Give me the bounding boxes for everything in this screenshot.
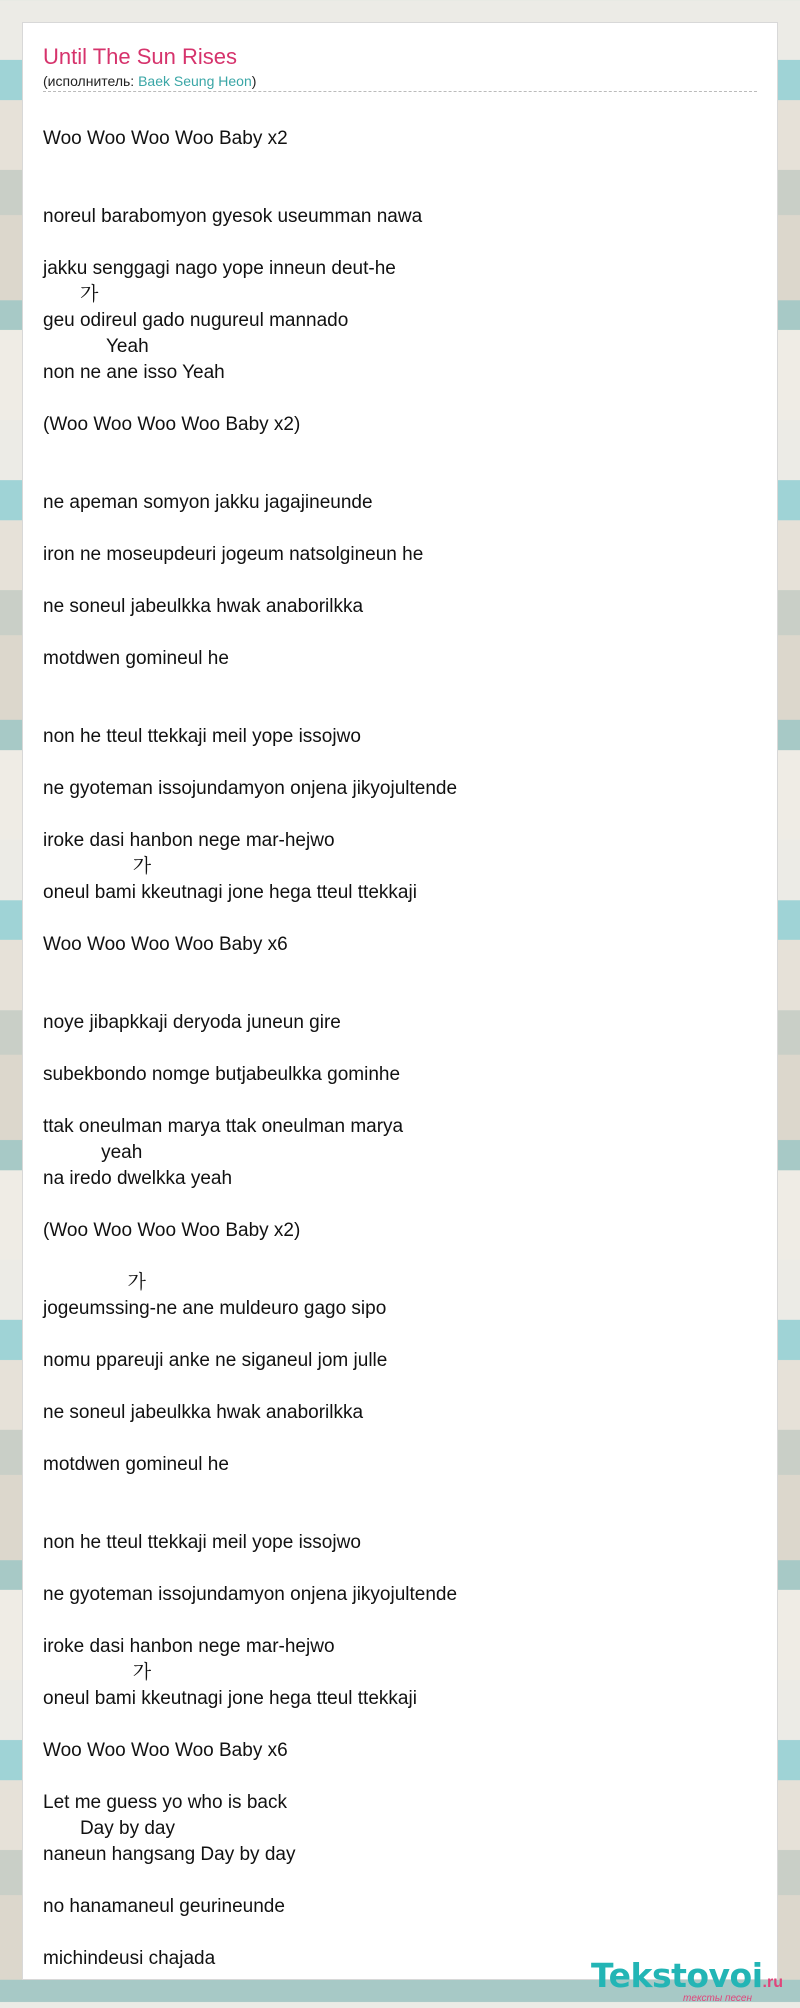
lyric-line: (Woo Woo Woo Woo Baby x2) xyxy=(43,414,301,435)
lyric-line: ttak oneulman marya ttak oneulman marya xyxy=(43,1116,404,1137)
lyric-line xyxy=(43,1036,757,1062)
logo-tagline: тексты песен xyxy=(683,1993,752,2004)
lyric-line: ne soneul jabeulkka hwak anaborilkka xyxy=(43,1402,364,1423)
lyric-line: oneul bami kkeutnagi jone hega tteul ttekkaji xyxy=(43,1688,417,1709)
lyric-line: subekbondo nomge butjabeulkka gominhe xyxy=(43,1064,401,1085)
lyric-line: non he tteul ttekkaji meil yope issojwo xyxy=(43,726,361,747)
lyric-line xyxy=(43,1868,757,1894)
lyric-line: na iredo dwelkka yeah xyxy=(43,1168,233,1189)
lyric-line xyxy=(43,386,757,412)
artist-byline xyxy=(43,72,757,90)
lyric-line xyxy=(43,906,757,932)
lyric-line xyxy=(43,1478,757,1504)
lyric-line: iron ne moseupdeuri jogeum natsolgineun he xyxy=(43,544,424,565)
lyric-line: 가 xyxy=(43,1272,146,1293)
lyric-line: non he tteul ttekkaji meil yope issojwo xyxy=(43,1532,361,1553)
logo-wordmark: Tekstovoi xyxy=(591,1956,763,1995)
lyric-line xyxy=(43,1192,757,1218)
lyric-line xyxy=(43,984,757,1010)
lyric-line: Day by day xyxy=(43,1818,175,1839)
lyric-line xyxy=(43,1088,757,1114)
lyric-line: ne soneul jabeulkka hwak anaborilkka xyxy=(43,596,364,617)
lyric-line: motdwen gomineul he xyxy=(43,1454,229,1475)
lyric-line xyxy=(43,516,757,542)
lyrics-body xyxy=(43,126,757,1972)
lyric-line: geu odireul gado nugureul mannado xyxy=(43,310,349,331)
lyric-line xyxy=(43,1920,757,1946)
lyric-line: Let me guess yo who is back xyxy=(43,1792,287,1813)
lyric-line xyxy=(43,802,757,828)
lyric-line xyxy=(43,230,757,256)
lyric-line: jogeumssing-ne ane muldeuro gago sipo xyxy=(43,1298,387,1319)
lyric-line: 가 xyxy=(43,856,152,877)
lyric-line xyxy=(43,1374,757,1400)
lyric-line xyxy=(43,464,757,490)
lyric-line xyxy=(43,1504,757,1530)
lyric-line: yeah xyxy=(43,1142,143,1163)
lyric-line xyxy=(43,958,757,984)
lyric-line: Woo Woo Woo Woo Baby x2 xyxy=(43,128,288,149)
header-divider xyxy=(43,91,757,92)
lyric-line: ne apeman somyon jakku jagajineunde xyxy=(43,492,373,513)
lyric-line xyxy=(43,620,757,646)
lyric-line: non ne ane isso Yeah xyxy=(43,362,225,383)
lyric-line: Yeah xyxy=(43,336,149,357)
lyric-line xyxy=(43,1764,757,1790)
lyric-line: oneul bami kkeutnagi jone hega tteul ttekkaji xyxy=(43,882,417,903)
lyric-line: noye jibapkkaji deryoda juneun gire xyxy=(43,1012,341,1033)
artist-link[interactable]: Baek Seung Heon xyxy=(138,73,252,89)
lyric-line xyxy=(43,1608,757,1634)
lyric-line xyxy=(43,1322,757,1348)
lyric-line: no hanamaneul geurineunde xyxy=(43,1896,285,1917)
lyric-line: 가 xyxy=(43,1662,152,1683)
lyric-line: (Woo Woo Woo Woo Baby x2) xyxy=(43,1220,301,1241)
lyric-line xyxy=(43,1712,757,1738)
lyric-line: michindeusi chajada xyxy=(43,1948,216,1969)
lyric-line: 가 xyxy=(43,284,99,305)
lyric-line: motdwen gomineul he xyxy=(43,648,229,669)
song-title: Until The Sun Rises xyxy=(43,44,238,69)
song-header xyxy=(43,43,757,90)
lyric-line: iroke dasi hanbon nege mar-hejwo xyxy=(43,1636,335,1657)
lyric-line xyxy=(43,698,757,724)
lyric-line: iroke dasi hanbon nege mar-hejwo xyxy=(43,830,335,851)
lyric-line: Woo Woo Woo Woo Baby x6 xyxy=(43,1740,288,1761)
lyrics-card xyxy=(22,22,783,2004)
lyric-line xyxy=(43,178,757,204)
artist-prefix: (исполнитель: xyxy=(43,73,139,89)
tekstovoi-logo[interactable] xyxy=(591,1958,791,2008)
lyric-line: noreul barabomyon gyesok useumman nawa xyxy=(43,206,423,227)
lyric-line: naneun hangsang Day by day xyxy=(43,1844,296,1865)
lyric-line: ne gyoteman issojundamyon onjena jikyojultende xyxy=(43,778,458,799)
lyric-line xyxy=(43,750,757,776)
lyric-line: ne gyoteman issojundamyon onjena jikyojultende xyxy=(43,1584,458,1605)
logo-domain: .ru xyxy=(762,1974,783,1991)
lyric-line: jakku senggagi nago yope inneun deut-he xyxy=(43,258,396,279)
lyric-line xyxy=(43,152,757,178)
lyric-line xyxy=(43,568,757,594)
lyric-line xyxy=(43,1426,757,1452)
lyric-line xyxy=(43,1556,757,1582)
lyric-line xyxy=(43,438,757,464)
lyric-line: Woo Woo Woo Woo Baby x6 xyxy=(43,934,288,955)
lyric-line xyxy=(43,672,757,698)
artist-suffix: ) xyxy=(251,73,257,89)
lyric-line: nomu ppareuji anke ne siganeul jom julle xyxy=(43,1350,388,1371)
lyric-line xyxy=(43,1244,757,1270)
